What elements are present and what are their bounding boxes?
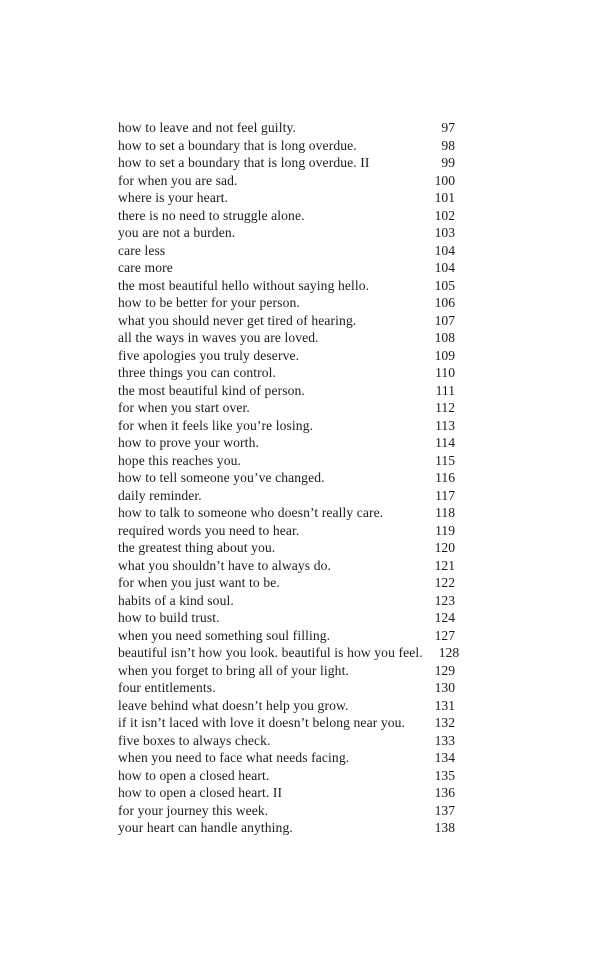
toc-entry-page: 101 bbox=[434, 190, 455, 205]
toc-entry-title: where is your heart. bbox=[118, 190, 228, 205]
toc-entry-page: 131 bbox=[434, 697, 455, 713]
toc-entry bbox=[118, 207, 455, 225]
toc-entry bbox=[118, 557, 455, 575]
toc-entry bbox=[118, 784, 455, 802]
toc-entry bbox=[118, 417, 455, 435]
toc-entry-page: 123 bbox=[434, 592, 455, 608]
toc-entry-title: the greatest thing about you. bbox=[118, 540, 276, 555]
toc-entry bbox=[118, 329, 455, 347]
toc-entry-page: 116 bbox=[435, 470, 455, 485]
toc-entry-page: 133 bbox=[434, 732, 455, 748]
toc-entry-title: how to build trust. bbox=[118, 610, 220, 625]
toc-entry-title: how to open a closed heart. II bbox=[118, 785, 283, 800]
toc-entry-title: habits of a kind soul. bbox=[118, 592, 234, 608]
toc-entry-title: four entitlements. bbox=[118, 680, 216, 695]
toc-entry-title: leave behind what doesn’t help you grow. bbox=[118, 697, 349, 713]
toc-entry bbox=[118, 574, 455, 592]
toc-entry bbox=[118, 627, 455, 645]
toc-entry-title: hope this reaches you. bbox=[118, 452, 241, 468]
toc-entry-page: 108 bbox=[434, 330, 455, 345]
toc-entry-page: 111 bbox=[435, 382, 455, 398]
toc-entry-title: the most beautiful hello without saying hello. bbox=[118, 277, 370, 293]
toc-entry bbox=[118, 382, 455, 400]
toc-entry bbox=[118, 749, 455, 767]
toc-entry-page: 121 bbox=[434, 557, 455, 573]
toc-entry-title: beautiful isn’t how you look. beautiful is how you feel. bbox=[118, 645, 423, 660]
toc-entry-page: 98 bbox=[441, 137, 455, 153]
toc-entry-title: for your journey this week. bbox=[118, 802, 269, 818]
toc-entry-title: required words you need to hear. bbox=[118, 522, 300, 538]
toc-entry bbox=[118, 644, 460, 662]
toc-entry-page: 104 bbox=[434, 260, 455, 275]
toc-entry bbox=[118, 119, 455, 137]
toc-entry-title: care more bbox=[118, 260, 173, 275]
toc-entry-title: there is no need to struggle alone. bbox=[118, 207, 305, 223]
toc-entry bbox=[118, 172, 455, 190]
toc-entry-page: 105 bbox=[434, 277, 455, 293]
toc-entry-page: 104 bbox=[434, 242, 455, 258]
toc-entry bbox=[118, 364, 455, 382]
toc-entry-title: when you need to face what needs facing. bbox=[118, 750, 350, 765]
toc-entry bbox=[118, 277, 455, 295]
toc-entry bbox=[118, 189, 455, 207]
toc-entry-title: five boxes to always check. bbox=[118, 732, 271, 748]
toc-entry-page: 134 bbox=[434, 750, 455, 765]
toc-entry-title: what you shouldn’t have to always do. bbox=[118, 557, 331, 573]
toc-entry-page: 115 bbox=[435, 452, 455, 468]
toc-entry bbox=[118, 137, 455, 155]
toc-entry-title: all the ways in waves you are loved. bbox=[118, 330, 319, 345]
toc-entry bbox=[118, 312, 455, 330]
toc-entry bbox=[118, 609, 455, 627]
toc-entry-title: daily reminder. bbox=[118, 487, 202, 503]
toc-entry bbox=[118, 802, 455, 820]
toc-entry-page: 113 bbox=[435, 417, 455, 433]
toc-entry bbox=[118, 679, 455, 697]
toc-entry-page: 130 bbox=[434, 680, 455, 695]
toc-entry-page: 109 bbox=[434, 347, 455, 363]
toc-entry-page: 112 bbox=[435, 400, 455, 415]
toc-entry-page: 110 bbox=[435, 365, 455, 380]
toc-entry-page: 124 bbox=[434, 610, 455, 625]
toc-entry bbox=[118, 714, 455, 732]
toc-entry-title: how to talk to someone who doesn’t really care. bbox=[118, 505, 384, 520]
toc-entry bbox=[118, 469, 455, 487]
toc-entry bbox=[118, 662, 455, 680]
toc-entry-page: 120 bbox=[434, 540, 455, 555]
toc-entry-page: 102 bbox=[434, 207, 455, 223]
toc-entry-title: when you need something soul filling. bbox=[118, 627, 331, 643]
toc-entry-page: 132 bbox=[434, 715, 455, 730]
toc-entry-page: 117 bbox=[435, 487, 455, 503]
toc-entry bbox=[118, 767, 455, 785]
toc-entry bbox=[118, 399, 455, 417]
toc-entry bbox=[118, 522, 455, 540]
toc-entry-title: how to set a boundary that is long overdue. II bbox=[118, 155, 370, 170]
toc-entry-page: 135 bbox=[434, 767, 455, 783]
toc-entry bbox=[118, 242, 455, 260]
toc-entry-page: 129 bbox=[434, 662, 455, 678]
toc-entry bbox=[118, 154, 455, 172]
toc-entry-page: 97 bbox=[441, 120, 455, 135]
toc-entry-page: 122 bbox=[434, 575, 455, 590]
toc-entry-page: 127 bbox=[434, 627, 455, 643]
toc-entry-title: how to prove your worth. bbox=[118, 435, 259, 450]
toc-entry-title: your heart can handle anything. bbox=[118, 820, 293, 835]
toc-entry-page: 103 bbox=[434, 225, 455, 240]
toc-entry bbox=[118, 592, 455, 610]
toc-entry bbox=[118, 347, 455, 365]
toc-entry-page: 114 bbox=[435, 435, 455, 450]
toc-entry bbox=[118, 539, 455, 557]
toc-entry bbox=[118, 504, 455, 522]
toc-entry bbox=[118, 732, 455, 750]
toc-entry-title: when you forget to bring all of your light. bbox=[118, 662, 349, 678]
toc-entry-title: care less bbox=[118, 242, 166, 258]
toc-entry-page: 119 bbox=[435, 522, 455, 538]
toc-entry-page: 138 bbox=[434, 820, 455, 835]
toc-entry-title: the most beautiful kind of person. bbox=[118, 382, 305, 398]
toc-entry-page: 128 bbox=[438, 645, 460, 660]
toc-entry-title: how to open a closed heart. bbox=[118, 767, 270, 783]
toc-entry bbox=[118, 259, 455, 277]
toc-entry bbox=[118, 452, 455, 470]
toc-entry-page: 107 bbox=[434, 312, 455, 328]
toc-entry-page: 136 bbox=[434, 785, 455, 800]
toc-entry-page: 99 bbox=[441, 155, 455, 170]
toc-entry-title: how to set a boundary that is long overdue. bbox=[118, 137, 357, 153]
toc-entry-title: how to tell someone you’ve changed. bbox=[118, 470, 325, 485]
toc-entry-title: three things you can control. bbox=[118, 365, 277, 380]
toc-entry-page: 106 bbox=[434, 295, 455, 310]
toc-entry-title: if it isn’t laced with love it doesn’t belong near you. bbox=[118, 715, 406, 730]
toc-entry-title: how to be better for your person. bbox=[118, 295, 300, 310]
toc-entry-page: 137 bbox=[434, 802, 455, 818]
toc-entry bbox=[118, 224, 455, 242]
toc-entry bbox=[118, 697, 455, 715]
toc-entry-page: 118 bbox=[435, 505, 455, 520]
toc-entry-title: what you should never get tired of hearing. bbox=[118, 312, 357, 328]
toc-entry bbox=[118, 294, 455, 312]
toc-entry bbox=[118, 819, 455, 837]
toc-entry-title: for when it feels like you’re losing. bbox=[118, 417, 314, 433]
toc-entry-title: you are not a burden. bbox=[118, 225, 236, 240]
toc-entry-title: how to leave and not feel guilty. bbox=[118, 120, 296, 135]
toc-entry-title: for when you just want to be. bbox=[118, 575, 280, 590]
toc-entry-title: for when you start over. bbox=[118, 400, 250, 415]
toc-list bbox=[118, 119, 460, 837]
toc-entry bbox=[118, 487, 455, 505]
toc-entry bbox=[118, 434, 455, 452]
toc-entry-page: 100 bbox=[434, 172, 455, 188]
toc-entry-title: five apologies you truly deserve. bbox=[118, 347, 300, 363]
toc-entry-title: for when you are sad. bbox=[118, 172, 238, 188]
